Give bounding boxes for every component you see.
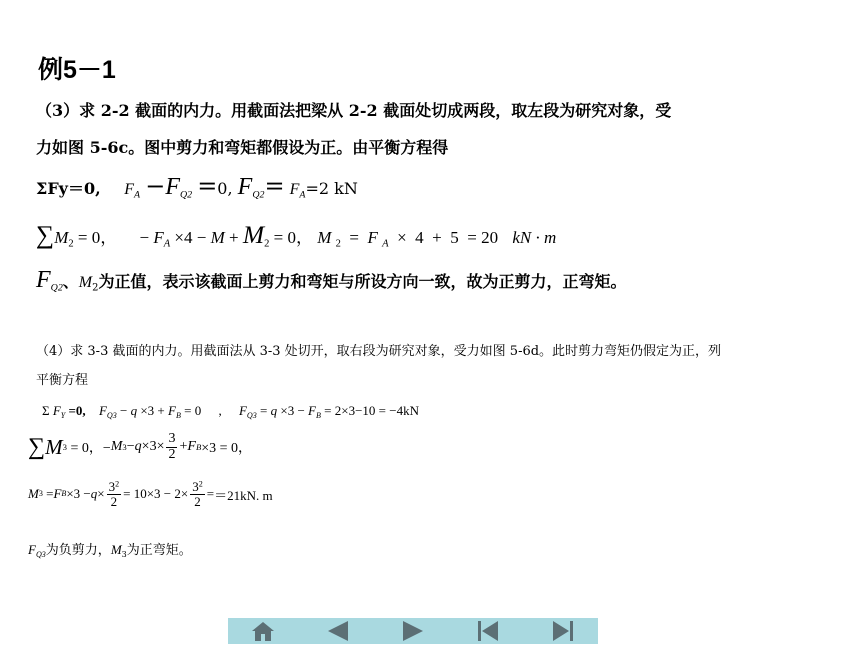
part3-equation-force-balance: ΣFy＝0, $F_A -F_{Q2} =0$, $F_{Q2}= F_A=2$ kN xyxy=(36,172,358,201)
first-icon xyxy=(476,620,500,642)
first-slide-button[interactable] xyxy=(458,618,518,644)
part4-equation-m3: M 3 = F B ×3 − q × $\frac{3^2}{2}$ = 10×3 − 2× $\frac{3^2}{2}$ = ＝21kN. m xyxy=(28,479,273,509)
slide-navigation-bar xyxy=(228,618,598,644)
part4-equation-force-balance: Σ $F_Y =0$, $F_{Q3} - q \times 3 + F_B = 0$ , $F_{Q3} = q \times 3 - F_B = 2\times 3-10 = -4kN$ xyxy=(42,403,419,420)
part4-positive-moment-text: 为正弯矩。 xyxy=(126,543,192,558)
part3-equation-moment-balance: $\sum M_2 = 0$， − $F_A \times 4 - M + M_2 = 0$， M $_2$ = F $_A$ × 4 + 5 = 20 kN · m xyxy=(36,220,557,250)
part4-intro-line2: 平衡方程 xyxy=(36,373,89,388)
m2-unit: kN · m xyxy=(512,228,557,247)
last-slide-button[interactable] xyxy=(533,618,593,644)
home-button[interactable] xyxy=(233,618,293,644)
home-icon xyxy=(250,620,276,642)
part3-conclusion: $F_{Q2}$、$M_2$为正值，表示该截面上剪力和弯矩与所设方向一致，故为正剪力，正弯矩。 xyxy=(36,267,627,294)
part4-intro-line1: （4）求 3-3 截面的内力。用截面法从 3-3 处切开，取右段为研究对象，受力如图 5-6d。此时剪力弯矩仍假定为正，列 xyxy=(36,344,722,359)
page-title: 例5－1 xyxy=(38,56,116,84)
fq2-value: =2 kN xyxy=(305,179,358,198)
next-slide-button[interactable] xyxy=(383,618,443,644)
previous-icon xyxy=(326,620,350,642)
part3-conclusion-text: 为正值，表示该截面上剪力和弯矩与所设方向一致，故为正剪力，正弯矩。 xyxy=(98,272,627,291)
part3-intro-line1: （3）求 2-2 截面的内力。用截面法把梁从 2-2 截面处切成两段，取左段为研究对象，受 xyxy=(36,101,672,120)
m3-value: ＝21kN. m xyxy=(214,487,273,503)
part3-intro-line2: 力如图 5-6c。图中剪力和弯矩都假设为正。由平衡方程得 xyxy=(36,138,449,157)
part4-negative-shear-text: 为负剪力， xyxy=(45,543,111,558)
sum-fy-label: ΣFy＝0, xyxy=(36,179,101,198)
fq3-value: = 2×3−10 = −4kN xyxy=(324,403,419,418)
next-icon xyxy=(401,620,425,642)
part4-conclusion: $F_{Q3}$为负剪力，$M_3$为正弯矩。 xyxy=(28,542,192,559)
previous-slide-button[interactable] xyxy=(308,618,368,644)
m2-value: = 20 xyxy=(467,228,499,247)
last-icon xyxy=(551,620,575,642)
part4-equation-moment-balance: ∑ M 3 = 0，− M 3 − q ×3× $\frac{3}{2}$ + F B ×3 = 0， xyxy=(28,431,253,462)
